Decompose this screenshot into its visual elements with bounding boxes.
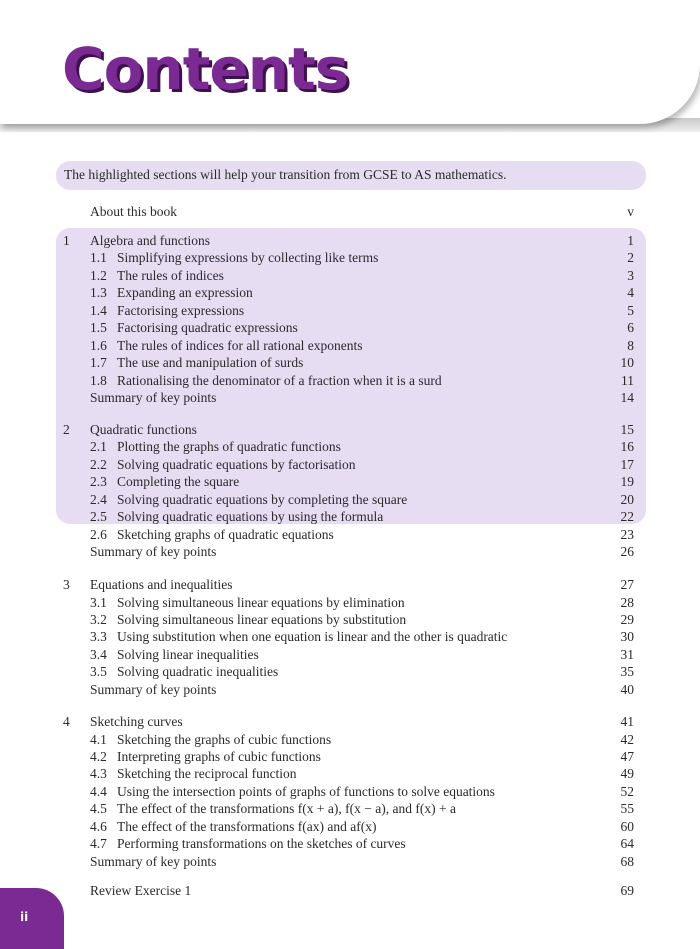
toc-page: 60 <box>620 818 634 834</box>
page-title: Contents <box>62 35 349 103</box>
toc-row-chapter[interactable] <box>0 576 700 593</box>
toc-row-section[interactable] <box>0 284 700 301</box>
summary-title: Summary of key points <box>90 390 217 405</box>
section-title: Solving simultaneous linear equations by elimination <box>117 594 405 610</box>
chapter-number: 4 <box>63 714 70 729</box>
toc-row-section[interactable] <box>0 818 700 835</box>
section-title: The rules of indices <box>117 267 224 283</box>
section-number: 1.3 <box>90 285 107 301</box>
toc-row-review[interactable] <box>0 882 700 899</box>
section-number: 1.1 <box>90 250 107 266</box>
section-number: 4.6 <box>90 818 107 834</box>
section-number: 1.7 <box>90 355 107 371</box>
toc-page: 28 <box>620 594 634 610</box>
section-title: Solving linear inequalities <box>117 646 259 662</box>
section-title: Using the intersection points of graphs of functions to solve equations <box>117 783 495 799</box>
section-title: The use and manipulation of surds <box>117 355 304 371</box>
chapter-number: 1 <box>63 233 70 248</box>
toc-row-summary[interactable] <box>0 389 700 406</box>
toc-page: 42 <box>620 731 634 747</box>
section-number: 1.8 <box>90 372 107 388</box>
section-title: Sketching the graphs of cubic functions <box>117 731 332 747</box>
summary-title: Summary of key points <box>90 544 217 560</box>
section-number: 4.7 <box>90 836 107 852</box>
chapter-title: Quadratic functions <box>90 422 197 437</box>
page-number: ii <box>20 910 29 924</box>
toc-page: 19 <box>620 474 634 490</box>
toc-page: 2 <box>627 250 634 266</box>
toc-title: Review Exercise 1 <box>90 883 192 898</box>
section-number: 1.4 <box>90 302 107 318</box>
section-number: 1.5 <box>90 320 107 336</box>
toc-title: About this book <box>90 204 178 219</box>
toc-row-section[interactable] <box>0 748 700 765</box>
toc-page: 16 <box>620 439 634 455</box>
toc-row-section[interactable] <box>0 302 700 319</box>
toc-page: 31 <box>620 646 634 662</box>
page-number-tab <box>0 888 64 949</box>
toc-page: 10 <box>620 355 634 371</box>
toc-page: 35 <box>620 664 634 680</box>
toc-page: 3 <box>627 267 634 283</box>
toc-row-section[interactable] <box>0 628 700 645</box>
toc-page: 6 <box>627 320 634 336</box>
toc-page: 23 <box>620 526 634 542</box>
chapter-title: Sketching curves <box>90 714 183 729</box>
section-number: 2.1 <box>90 439 107 455</box>
toc-page: 64 <box>620 836 634 852</box>
section-title: Sketching graphs of quadratic equations <box>117 526 334 542</box>
section-number: 2.5 <box>90 509 107 525</box>
section-title: Using substitution when one equation is linear and the other is quadratic <box>117 629 508 645</box>
toc-page: 30 <box>620 629 634 645</box>
toc-row-section[interactable] <box>0 508 700 525</box>
summary-title: Summary of key points <box>90 853 217 869</box>
toc-page: 69 <box>620 883 634 898</box>
section-title: Expanding an expression <box>117 285 253 301</box>
section-number: 3.1 <box>90 594 107 610</box>
toc-page: 27 <box>620 577 634 592</box>
info-text: The highlighted sections will help your transition from GCSE to AS mathematics. <box>64 167 507 182</box>
toc-row-section[interactable] <box>0 473 700 490</box>
section-title: Solving quadratic equations by using the formula <box>117 509 384 525</box>
toc-row-section[interactable] <box>0 646 700 663</box>
toc-page: 4 <box>627 285 634 301</box>
toc-row-section[interactable] <box>0 611 700 628</box>
toc-row-section[interactable] <box>0 249 700 266</box>
toc-page: 68 <box>620 853 634 869</box>
section-title: Rationalising the denominator of a fraction when it is a surd <box>117 372 442 388</box>
toc-page: 15 <box>620 422 634 437</box>
section-number: 4.3 <box>90 766 107 782</box>
toc-row-section[interactable] <box>0 800 700 817</box>
section-number: 3.4 <box>90 646 107 662</box>
section-title: Factorising expressions <box>117 302 245 318</box>
toc-page: 1 <box>627 233 634 248</box>
section-number: 3.5 <box>90 664 107 680</box>
section-number: 2.6 <box>90 526 107 542</box>
section-title: Sketching the reciprocal function <box>117 766 297 782</box>
section-title: Solving quadratic equations by factorisation <box>117 456 356 472</box>
toc-page: 5 <box>627 302 634 318</box>
toc-row-section[interactable] <box>0 783 700 800</box>
toc-page: 49 <box>620 766 634 782</box>
section-number: 4.4 <box>90 783 107 799</box>
section-number: 4.1 <box>90 731 107 747</box>
toc-row-section[interactable] <box>0 835 700 852</box>
section-title: Solving simultaneous linear equations by substitution <box>117 611 407 627</box>
toc-row-chapter[interactable] <box>0 421 700 438</box>
toc-page: 11 <box>621 372 634 388</box>
toc-row-section[interactable] <box>0 526 700 543</box>
section-number: 2.4 <box>90 491 107 507</box>
toc-row-section[interactable] <box>0 319 700 336</box>
section-number: 4.2 <box>90 748 107 764</box>
toc-row-section[interactable] <box>0 438 700 455</box>
section-title: The rules of indices for all rational exponents <box>117 337 363 353</box>
section-title: Solving quadratic equations by completing the square <box>117 491 408 507</box>
toc-row-section[interactable] <box>0 354 700 371</box>
section-number: 2.3 <box>90 474 107 490</box>
toc-row-section[interactable] <box>0 491 700 508</box>
toc-row-section[interactable] <box>0 337 700 354</box>
toc-page: 40 <box>620 681 634 697</box>
chapter-number: 2 <box>63 422 70 437</box>
section-title: Performing transformations on the sketches of curves <box>117 836 406 852</box>
section-number: 4.5 <box>90 801 107 817</box>
toc-page: 20 <box>620 491 634 507</box>
toc-row-chapter[interactable] <box>0 232 700 249</box>
section-number: 2.2 <box>90 456 107 472</box>
section-title: The effect of the transformations f(x + a), f(x − a), and f(x) + a <box>117 801 456 817</box>
toc-row-section[interactable] <box>0 372 700 389</box>
section-title: Simplifying expressions by collecting like terms <box>117 250 379 266</box>
chapter-title: Equations and inequalities <box>90 577 233 592</box>
toc-row-front[interactable] <box>0 203 700 220</box>
section-number: 1.6 <box>90 337 107 353</box>
toc-page: 14 <box>620 390 634 405</box>
chapter-number: 3 <box>63 577 70 592</box>
toc-row-section[interactable] <box>0 456 700 473</box>
toc-page: 22 <box>620 509 634 525</box>
section-title: Factorising quadratic expressions <box>117 320 298 336</box>
section-title: Completing the square <box>117 474 240 490</box>
toc-row-chapter[interactable] <box>0 713 700 730</box>
toc-row-summary[interactable] <box>0 853 700 870</box>
toc-page: 8 <box>627 337 634 353</box>
section-title: Solving quadratic inequalities <box>117 664 279 680</box>
chapter-title: Algebra and functions <box>90 233 210 248</box>
toc-page: 52 <box>620 783 634 799</box>
summary-title: Summary of key points <box>90 681 217 697</box>
section-number: 3.2 <box>90 611 107 627</box>
section-number: 3.3 <box>90 629 107 645</box>
toc-row-section[interactable] <box>0 267 700 284</box>
toc-page: 17 <box>620 456 634 472</box>
toc-page: 29 <box>620 611 634 627</box>
section-number: 1.2 <box>90 267 107 283</box>
toc-row-summary[interactable] <box>0 543 700 560</box>
toc-row-section[interactable] <box>0 731 700 748</box>
toc-row-section[interactable] <box>0 765 700 782</box>
section-title: Interpreting graphs of cubic functions <box>117 748 321 764</box>
toc-page: 26 <box>620 544 634 560</box>
toc-row-summary[interactable] <box>0 681 700 698</box>
toc-page: 41 <box>620 714 634 729</box>
toc-page: 47 <box>620 748 634 764</box>
section-title: Plotting the graphs of quadratic functions <box>117 439 341 455</box>
toc-row-section[interactable] <box>0 663 700 680</box>
toc-page: v <box>627 204 634 219</box>
toc-page: 55 <box>620 801 634 817</box>
section-title: The effect of the transformations f(ax) and af(x) <box>117 818 377 834</box>
toc-row-section[interactable] <box>0 594 700 611</box>
